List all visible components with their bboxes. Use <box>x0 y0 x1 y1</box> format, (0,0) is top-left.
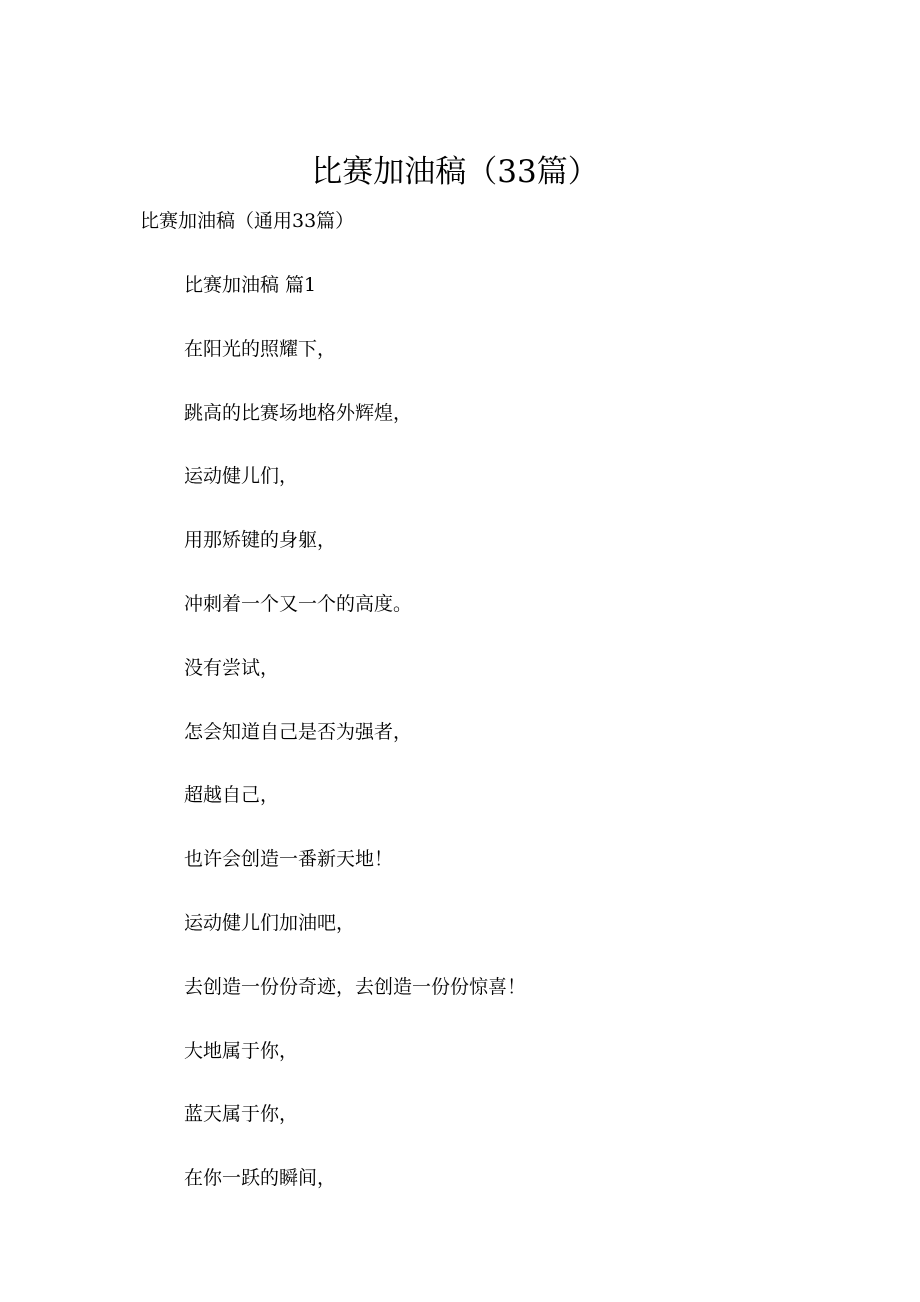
poem-line: 用那矫键的身躯， <box>184 529 337 552</box>
poem-line: 没有尝试， <box>184 656 280 679</box>
poem-line: 怎会知道自己是否为强者， <box>184 720 413 743</box>
poem-line: 运动健儿们加油吧， <box>184 911 356 934</box>
poem-line: 大地属于你， <box>184 1039 299 1062</box>
poem-line: 运动健儿们， <box>184 465 299 488</box>
poem-line: 去创造一份份奇迹，去创造一份份惊喜！ <box>184 975 527 998</box>
poem-body <box>184 270 526 1227</box>
poem-line: 冲刺着一个又一个的高度。 <box>184 592 413 615</box>
poem-line: 跳高的比赛场地格外辉煌， <box>184 401 413 424</box>
document-subtitle: 比赛加油稿（通用33篇） <box>140 210 355 232</box>
section-heading: 比赛加油稿 篇1 <box>184 274 317 296</box>
document-title: 比赛加油稿（33篇） <box>311 154 599 190</box>
poem-line: 在你一跃的瞬间， <box>184 1167 337 1190</box>
poem-line: 超越自己， <box>184 784 280 807</box>
poem-line: 在阳光的照耀下， <box>184 337 337 360</box>
poem-line: 也许会创造一番新天地！ <box>184 848 394 871</box>
poem-line: 蓝天属于你， <box>184 1103 299 1126</box>
